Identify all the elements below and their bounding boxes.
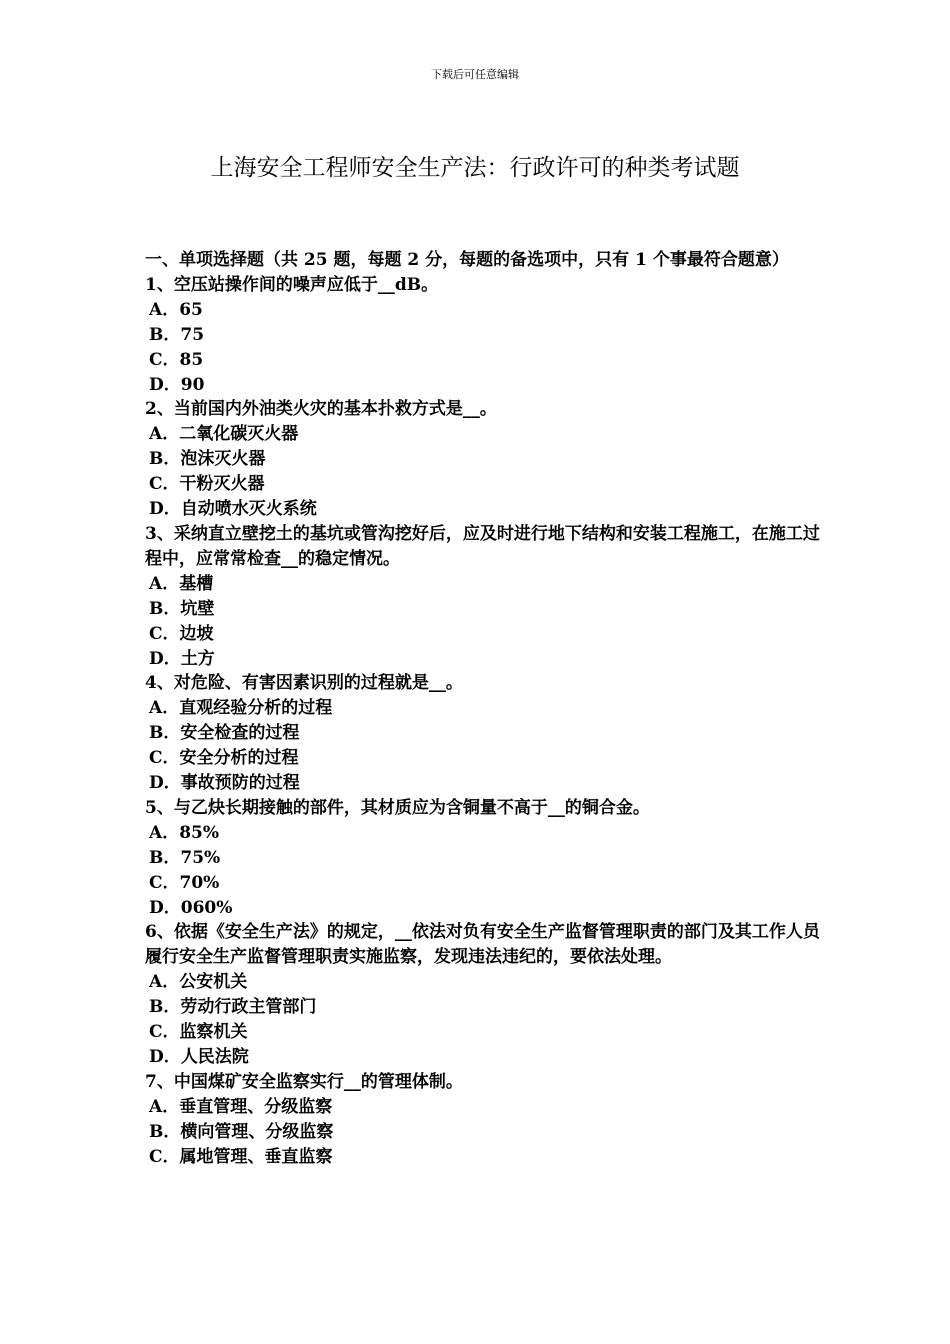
option-b: B．横向管理、分级监察 <box>149 1121 334 1142</box>
option-c: C．安全分析的过程 <box>149 748 299 769</box>
document-title: 上海安全工程师安全生产法：行政许可的种类考试题 <box>210 155 740 181</box>
option-b: B．坑壁 <box>149 598 215 619</box>
option-b: B．75 <box>149 324 205 345</box>
option-d: D．060% <box>149 897 233 918</box>
option-d: D．事故预防的过程 <box>149 773 300 794</box>
exam-body <box>145 248 825 1170</box>
question-2 <box>145 397 825 522</box>
question-stem: 6、依据《安全生产法》的规定，__依法对负有安全生产监督管理职责的部门及其工作人员履行安全生产监督管理职责实施监察，发现违法违纪的，要依法处理。 <box>145 922 820 968</box>
option-c: C．边坡 <box>149 623 214 644</box>
option-a: A．基槽 <box>149 573 214 594</box>
question-6 <box>145 920 825 1069</box>
section-heading: 一、单项选择题（共 25 题，每题 2 分，每题的备选项中，只有 1 个事最符合题意） <box>145 250 789 270</box>
option-c: C．干粉灭火器 <box>149 474 265 495</box>
question-stem: 3、采纳直立壁挖土的基坑或管沟挖好后，应及时进行地下结构和安装工程施工，在施工过程中，应常常检查__的稳定情况。 <box>145 523 820 569</box>
question-stem: 4、对危险、有害因素识别的过程就是__。 <box>145 673 463 694</box>
option-b: B．泡沫灭火器 <box>149 449 266 470</box>
question-1 <box>145 273 825 398</box>
option-a: A．公安机关 <box>149 972 248 993</box>
option-a: A．65 <box>149 299 203 320</box>
question-stem: 7、中国煤矿安全监察实行__的管理体制。 <box>145 1071 463 1092</box>
option-a: A．二氧化碳灭火器 <box>149 424 299 445</box>
option-c: C．85 <box>149 349 204 370</box>
question-3 <box>145 522 825 671</box>
option-a: A．直观经验分析的过程 <box>149 698 333 719</box>
option-d: D．自动喷水灭火系统 <box>149 499 317 520</box>
page-header: 下载后可任意编辑 <box>431 68 519 81</box>
question-stem: 2、当前国内外油类火灾的基本扑救方式是__。 <box>145 399 497 420</box>
option-d: D．土方 <box>149 648 215 669</box>
option-c: C．70% <box>149 872 220 893</box>
option-c: C．属地管理、垂直监察 <box>149 1146 333 1167</box>
question-7 <box>145 1070 825 1170</box>
option-d: D．人民法院 <box>149 1047 249 1067</box>
question-stem: 5、与乙炔长期接触的部件，其材质应为含铜量不高于__的铜合金。 <box>145 797 650 818</box>
option-b: B．75% <box>149 847 221 868</box>
option-c: C．监察机关 <box>149 1022 248 1043</box>
question-4 <box>145 671 825 796</box>
option-a: A．85% <box>149 822 220 843</box>
option-b: B．安全检查的过程 <box>149 723 300 744</box>
question-5 <box>145 796 825 921</box>
question-stem: 1、空压站操作间的噪声应低于__dB。 <box>145 274 439 295</box>
option-b: B．劳动行政主管部门 <box>149 997 317 1018</box>
option-d: D．90 <box>149 374 205 395</box>
option-a: A．垂直管理、分级监察 <box>149 1096 333 1117</box>
